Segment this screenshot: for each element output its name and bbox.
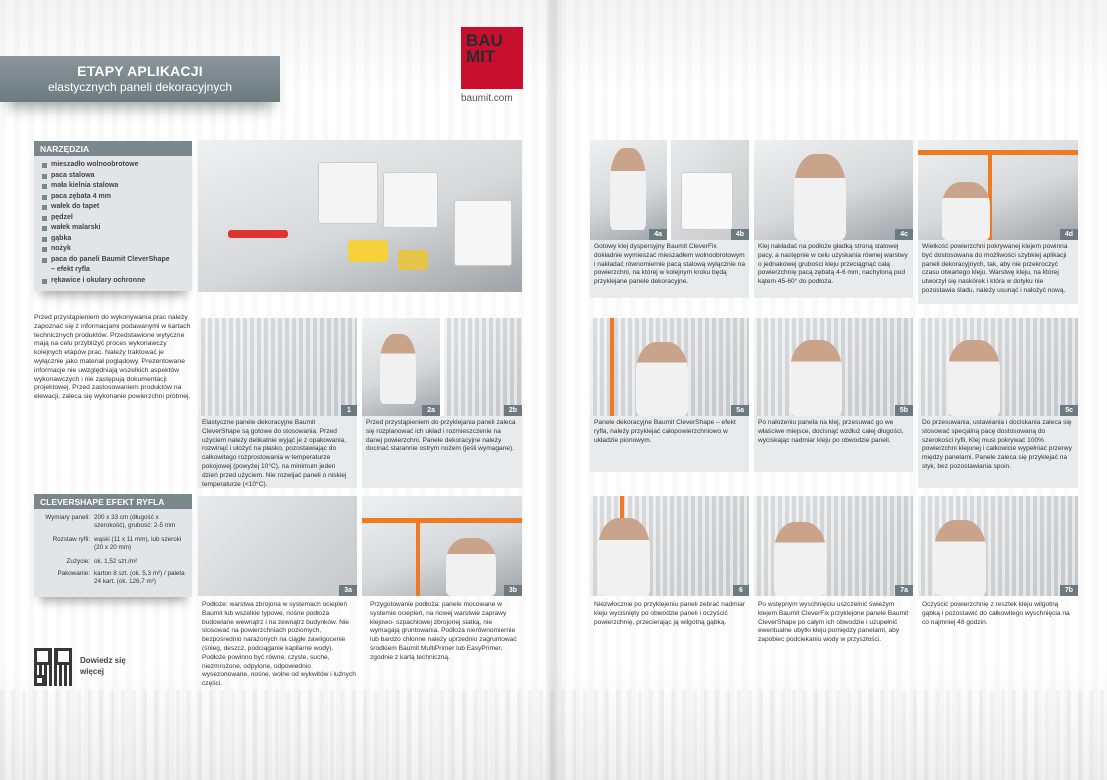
tape-strip [362,518,522,523]
step-5a-caption: Panele dekoracyjne Baumit CleverShape – efekt ryfla, należy przyklejać całopowierzchniowo w układzie pionowym. [590,416,749,472]
list-item: mała kielnia stalowa [42,181,186,192]
step-5b-caption: Po nałożeniu panela na klej, przesuwać go we właściwe miejsce, docisnąć wzdłuż całej długości, wyciskając nadmiar kleju po obwodzie paneli. [754,416,913,472]
list-item: rękawice i okulary ochronne [42,276,186,287]
spec-row [34,536,192,558]
step-4c-caption: Klej nakładać na podłoże gładką stroną stalowej pacy, a następnie w celu uzyskania równej warstwy o jednakowej grubości kleju przeciągnąć całą powierzchnię pacą zębatą 4-6 mm, nachyloną pod kątem 45-60° do podłoża. [754,240,913,298]
list-item: paca zębata 4 mm [42,192,186,203]
spec-row [34,558,192,570]
spec-value: ok. 1,52 szt./m² [94,558,138,565]
bucket-icon [681,172,733,230]
step-3a-photo [198,496,357,596]
brand-name: BAU MIT [466,31,503,66]
step-3b-caption: Przygotowanie podłoża: panele mocowane w systemie ociepleń, na nowej warstwie zaprawy klejowo- szpachlowej zbrojonej siatką, nie wymagają gruntowania. Podłoża nierównomiernie lub bardzo chłonne należy uprzednio zagruntować środkiem Baumit MultiPrimer lub EasyPrimer, zgodnie z kartą techniczną. [370,601,517,661]
worker-figure [790,340,842,416]
spec-value: karton 8 szt. (ok. 5,3 m²) / paleta 24 kart. (ok. 126,7 m²) [94,570,185,585]
step-tag: 4b [731,229,749,240]
qr-code[interactable] [34,648,72,686]
spec-key: Rozstaw ryfli: [52,536,90,543]
step-5b-photo [754,318,913,416]
tools-list [34,156,192,286]
spec-row [34,570,192,588]
step-tag: 6 [733,585,749,596]
tape-strip [610,318,614,416]
list-item: gąbka [42,234,186,245]
spec-key: Pakowanie: [57,570,90,577]
step-tag: 7a [895,585,913,596]
list-item: – efekt ryfla [51,266,90,273]
step-1-caption: Elastyczne panele dekoracyjne Baumit CleverShape są gotowe do stosowania. Przed użyciem należy delikatnie wyjąć je z opakowania, rozwinąć i ułożyć na płasko, pozostawiając do całkowitego rozprostowania w temperaturze pokojowej (powyżej 10°C), na minimum jeden dzień przed użyciem. Nie rozwijać paneli o niskiej temperaturze (<10°C). [198,416,357,488]
list-item: mieszadło wolnoobrotowe [42,160,186,171]
qr-link-label[interactable]: Dowiedz się więcej [80,656,126,676]
left-page [0,0,553,780]
list-item: wałek malarski [42,223,186,234]
step-tag: 2a [422,405,440,416]
spec-heading: CLEVERSHAPE EFEKT RYFLA [34,494,192,509]
worker-figure [636,342,688,416]
step-tag: 7b [1060,585,1078,596]
step-4d-photo [918,140,1078,240]
step-2-caption: Przed przystąpieniem do przyklejania paneli zaleca się rozplanować ich układ i rozmieszczenie na danej powierzchni. Panele dekoracyjne należy docinać starannie ostrym nożem (jeśli wymagane). [362,416,522,488]
list-item: nożyk [42,244,186,255]
spec-value: 200 x 33 cm (długość x szerokość), grubość: 2-5 mm [94,514,176,529]
sponge-icon [398,250,428,270]
step-tag: 5b [895,405,913,416]
step-7a-photo [754,496,913,596]
step-6-caption: Niezwłocznie po przyklejeniu paneli zebrać nadmiar kleju wyciśnięty po obwodzie paneli i oczyścić powierzchnię, przecierając ją wilgotną gąbką. [594,601,745,626]
bucket-icon [383,172,438,228]
page-subtitle: elastycznych paneli dekoracyjnych [47,80,233,94]
step-5a-photo [590,318,749,416]
step-6-photo [590,496,749,596]
step-4a-caption: Gotowy klej dyspersyjny Baumit CleverFix dokładnie wymieszać mieszadłem wolnoobrotowym i nakładać równomiernie pacą stalową wyłącznie na powierzchni, na której w kolejnym kroku będą przyklejane panele dekoracyjne. [590,240,749,298]
step-tag: 1 [341,405,357,416]
step-7b-photo [918,496,1078,596]
worker-figure [380,334,416,404]
step-2b-photo [444,318,522,416]
brand-url: baumit.com [461,93,513,104]
step-3a-caption: Podłoże: warstwa zbrojona w systemach ociepleń Baumit lub wszelkie typowe, nośne podłoża budowlane wewnątrz i na zewnątrz budynków. Nie stosować na powierzchniach poziomych, bezpośrednio narażonych na ciągłe zawilgocenie (śnieg, deszcz, podciąganie kapilarne wody). Podłoże powinno być równe, czyste, suche, niezmrożone, odpylone, odpowiednio wysezonowane, nośne, wolne od wykwitów i luźnych części. [202,601,356,688]
step-2a-photo [362,318,440,416]
page-title: ETAPY APLIKACJI [77,63,203,79]
step-tag: 4c [895,229,913,240]
worker-figure [948,340,1000,416]
step-tag: 3b [504,585,522,596]
roller-icon [348,240,388,262]
step-tag: 4d [1060,229,1078,240]
step-3b-photo [362,496,522,596]
trowel-icon [228,230,288,238]
tools-box [34,141,192,291]
tools-heading: NARZĘDZIA [34,141,192,156]
bucket-icon [318,162,378,224]
step-tag: 4a [649,229,667,240]
step-tag: 3a [339,585,357,596]
worker-figure [794,154,846,240]
step-7a-caption: Po wstępnym wyschnięciu uszczelnić świeżym klejem Baumit CleverFix przyklejone panele Baumit CleverShape po całym ich obwodzie i uzupełnić ewentualne ubytki kleju pomiędzy panelami, aby zapobiec podciekaniu wody w przyszłości. [758,601,909,644]
title-banner [0,56,280,102]
list-item: wałek do tapet [42,202,186,213]
spec-row [34,514,192,536]
step-7b-caption: Oczyścić powierzchnię z resztek kleju wilgotną gąbką i pozostawić do całkowitego wyschnięcia na co najmniej 48 godzin. [922,601,1070,626]
tape-strip [918,150,1078,155]
worker-figure [610,148,646,230]
step-4b-photo [671,140,749,240]
worker-figure [598,518,650,596]
worker-figure [446,538,496,596]
worker-figure [774,522,826,596]
step-5c-photo [918,318,1078,416]
step-4a-photo [590,140,667,240]
tape-strip [416,518,420,596]
intro-text: Przed przystąpieniem do wykonywania prac należy zapoznać się z informacjami podawanymi w kartach technicznych produktów. Przedstawione wytyczne mają na celu przybliżyć proces wykonawczy kolejnych etapów prac. Należy traktować je wyłącznie jako materiał poglądowy. Prezentowane informacje nie uwzględniają wszelkich aspektów wykonawczych i nie zastępują dokumentacji projektowej. Przed zastosowaniem produktów na elewacji, zaleca się wykonanie powierzchni próbnej. [34,314,191,401]
step-tag: 2b [504,405,522,416]
list-item: paca do paneli Baumit CleverShape [42,255,186,266]
tools-photo [198,140,522,292]
bucket-icon [454,200,512,266]
spec-box [34,494,192,597]
spec-key: Wymiary paneli: [45,514,90,521]
step-4d-caption: Wielkość powierzchni pokrywanej klejem powinna być dostosowana do możliwości szybkiej aplikacji paneli dekoracyjnych, tak, aby nie przekroczyć czasu otwartego kleju. Warstwę kleju, na której utworzył się naskórek i która w dotyku nie pozostawia śladu, należy usunąć i nałożyć nową. [918,240,1078,304]
spec-key: Zużycie: [66,558,90,565]
step-1-photo [198,318,357,416]
spec-value: wąski (11 x 11 mm), lub szeroki (20 x 20 mm) [94,536,182,551]
step-tag: 5c [1060,405,1078,416]
worker-figure [934,520,986,596]
step-5c-caption: Do przesuwania, ustawiania i dociskania zaleca się stosować specjalną pacę dostosowaną do szerokości ryfli. Klej musi pokrywać 100% powierzchni klejonej i całkowicie wypełniać przerwy między panelami. Panele zaleca się przyklejać na styk, bez pozostawiania spoin. [918,416,1078,488]
worker-figure [942,182,990,240]
brand-logo-text [466,33,503,65]
list-item: pędzel [42,213,186,224]
step-4c-photo [754,140,913,240]
step-tag: 5a [731,405,749,416]
list-item: paca stalowa [42,171,186,182]
